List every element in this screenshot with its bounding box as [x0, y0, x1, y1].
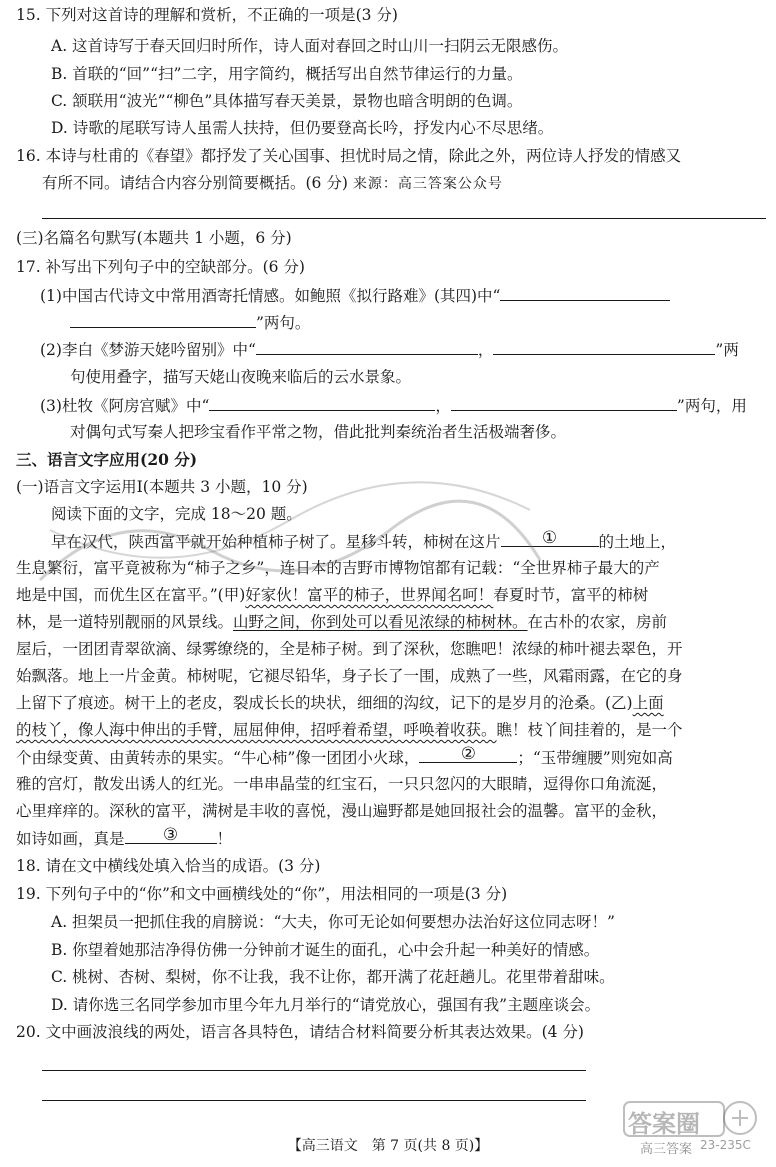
q15-option-c: C. 颔联用“波光”“柳色”具体描写春天美景，景物也暗含明朗的色调。: [51, 92, 523, 110]
part-3-heading: 三、语言文字应用(20 分): [16, 450, 198, 469]
q17-part-2-end: ”两: [715, 341, 739, 359]
comma: ，: [435, 397, 451, 415]
answer-line: [42, 1070, 586, 1071]
answer-line: [42, 1100, 586, 1101]
fill-blank-1[interactable]: [501, 530, 599, 547]
q17-part-3-cont: 对偶句式写秦人把珍宝看作平常之物，借此批判秦统治者生活极端奢侈。: [70, 423, 567, 441]
passage-text: 个由绿变黄、由黄转赤的果实。“牛心柿”像一团团小火球，: [16, 749, 420, 767]
passage-line-7: [16, 692, 768, 714]
passage-line-3: [16, 584, 768, 606]
q18-stem: 18. 请在文中横线处填入恰当的成语。(3 分): [16, 857, 321, 875]
q16-line-1: 16. 本诗与杜甫的《春望》都抒发了关心国事、担忧时局之情，除此之外，两位诗人抒发的情感又: [16, 147, 682, 165]
passage-text: 上留下了痕迹。树干上的老皮，裂成长长的块状，细细的沟纹，记下的是岁月的沧桑。(乙): [16, 694, 633, 712]
blank-number: ①: [541, 528, 558, 548]
passage-line-12: [16, 827, 768, 850]
q15-stem: 15. 下列对这首诗的理解和赏析，不正确的一项是(3 分): [16, 6, 398, 24]
fill-blank[interactable]: [256, 338, 478, 355]
exam-code: 23-235C: [700, 1138, 751, 1152]
passage-text: 的土地上，: [598, 533, 677, 551]
fill-blank[interactable]: [209, 394, 435, 411]
fill-blank[interactable]: [70, 311, 256, 328]
q17-part-1-text: (1)中国古代诗文中常用酒寄托情感。如鲍照《拟行路难》(其四)中“: [40, 287, 501, 305]
blank-number: ②: [460, 744, 476, 764]
q17-part-3: [40, 394, 768, 417]
q19-option-c: C. 桃树、杏树、梨树，你不让我，我不让你，都开满了花赶趟儿。花里带着甜味。: [51, 968, 615, 986]
passage-text: 春夏时节，富平的柿树: [493, 586, 649, 604]
passage-text: 在古朴的农家，房前: [527, 613, 668, 631]
fill-blank-2[interactable]: [419, 746, 517, 763]
passage-text: ；“玉带缠腰”则宛如高: [517, 749, 673, 767]
reading-instruction: 阅读下面的文字，完成 18～20 题。: [51, 505, 302, 523]
wavy-underlined-sentence-b-cont: 的枝丫，像人海中伸出的手臂，屈屈伸伸，招呼着希望，呼唤着收获。: [16, 721, 497, 739]
q16-question: 有所不同。请结合内容分别简要概括。(6 分): [42, 174, 348, 192]
q17-part-3-end: ”两句，用: [676, 397, 747, 415]
fill-blank[interactable]: [451, 394, 677, 411]
passage-line-9: [16, 746, 768, 769]
q20-stem: 20. 文中画波浪线的两处，语言各具特色，请结合材料简要分析其表达效果。(4 分): [16, 1023, 584, 1041]
passage-text: 林，是一道特别靓丽的风景线。: [16, 613, 234, 631]
passage-text: 早在汉代，陕西富平就开始种植柿子树了。星移斗转，柿树在这片: [51, 533, 501, 551]
q17-part-2-text: (2)李白《梦游天姥吟留别》中“: [40, 341, 256, 359]
wavy-underlined-sentence-b: 上面: [632, 694, 664, 712]
passage-line-10: 雅的宫灯，散发出诱人的红光。一串串晶莹的红宝石，一只只忽闪的大眼睛，逗得你口角流涎，: [16, 775, 668, 793]
passage-line-2: 生息繁衍，富平竟被称为“柿子之乡”，连日本的吉野市博物馆都有记载：“全世界柿子最大的产: [16, 559, 660, 577]
q17-part-1-end: ”两句。: [256, 314, 311, 332]
answer-line: [42, 218, 766, 219]
q19-stem: 19. 下列句子中的“你”和文中画横线处的“你”，用法相同的一项是(3 分): [16, 885, 508, 903]
q17-part-1: [40, 284, 768, 307]
passage-line-8: [16, 719, 768, 741]
brand-watermark: [622, 1098, 762, 1158]
passage-line-4: [16, 611, 768, 633]
q17-stem: 17. 补写出下列句子中的空缺部分。(6 分): [16, 258, 305, 276]
q16-source-note: 来源：高三答案公众号: [352, 176, 503, 192]
q17-part-1-cont: [70, 311, 768, 334]
fill-blank-3[interactable]: [125, 827, 217, 844]
brand-subtitle: 高三答案: [640, 1142, 693, 1157]
passage-line-11: 心里痒痒的。深秋的富平，满树是丰收的喜悦，漫山遍野都是她回报社会的温馨。富平的金秋，: [16, 802, 668, 820]
passage-text: 瞧！枝丫间挂着的，是一个: [496, 721, 683, 739]
fill-blank[interactable]: [500, 284, 670, 301]
brand-logo-icon: [622, 1098, 762, 1158]
blank-number: ③: [162, 825, 179, 845]
passage-text: 如诗如画，真是: [16, 830, 125, 848]
q16-line-2: [42, 172, 768, 195]
passage-text: ！: [216, 830, 233, 848]
underlined-sentence: 山野之间，你到处可以看见浓绿的柿树林。: [233, 613, 528, 631]
passage-line-5: 屋后，一团团青翠欲滴、绿雾缭绕的，全是柿子树。到了深秋，您瞧吧！浓绿的柿叶褪去翠色，开: [16, 640, 683, 658]
q19-option-d: D. 请你选三名同学参加市里今年九月举行的“请党放心，强国有我”主题座谈会。: [51, 996, 601, 1014]
q19-option-b: B. 你望着她那洁净得仿佛一分钟前才诞生的面孔，心中会升起一种美好的情感。: [51, 941, 600, 959]
passage-line-6: 始飘落。地上一片金黄。柿树呢，它褪尽铅华，身子长了一围，成熟了一些，风霜雨露，在它的身: [16, 667, 683, 685]
q19-option-a: A. 担架员一把抓住我的肩膀说：“大夫，你可无论如何要想办法治好这位同志呀！”: [51, 913, 615, 931]
q17-part-2-cont: 句使用叠字，描写天姥山夜晚来临后的云水景象。: [70, 368, 412, 386]
q15-option-b: B. 首联的“回”“扫”二字，用字简约，概括写出自然节律运行的力量。: [51, 65, 523, 83]
section-3-heading: (三)名篇名句默写(本题共 1 小题，6 分): [16, 229, 292, 247]
brand-name: 答案圈: [628, 1110, 700, 1138]
comma: ，: [477, 341, 494, 359]
passage-line-1: [51, 530, 768, 553]
q15-option-a: A. 这首诗写于春天回归时所作，诗人面对春回之时山川一扫阴云无限感伤。: [51, 37, 569, 55]
passage-text: 地是中国，而优生区在富平。”(甲): [16, 586, 246, 604]
wavy-underlined-sentence-a: 好家伙！富平的柿子，世界闻名呵！: [245, 586, 494, 604]
fill-blank[interactable]: [493, 338, 715, 355]
q17-part-3-text: (3)杜牧《阿房宫赋》中“: [40, 397, 210, 415]
q17-part-2: [40, 338, 768, 361]
subsection-1-heading: (一)语言文字运用Ⅰ(本题共 3 小题，10 分): [16, 478, 308, 496]
q15-option-d: D. 诗歌的尾联写诗人虽需人扶持，但仍要登高长吟，抒发内心不尽思绪。: [51, 119, 554, 137]
page-footer: 【高三语文 第 7 页(共 8 页)】: [287, 1138, 489, 1154]
